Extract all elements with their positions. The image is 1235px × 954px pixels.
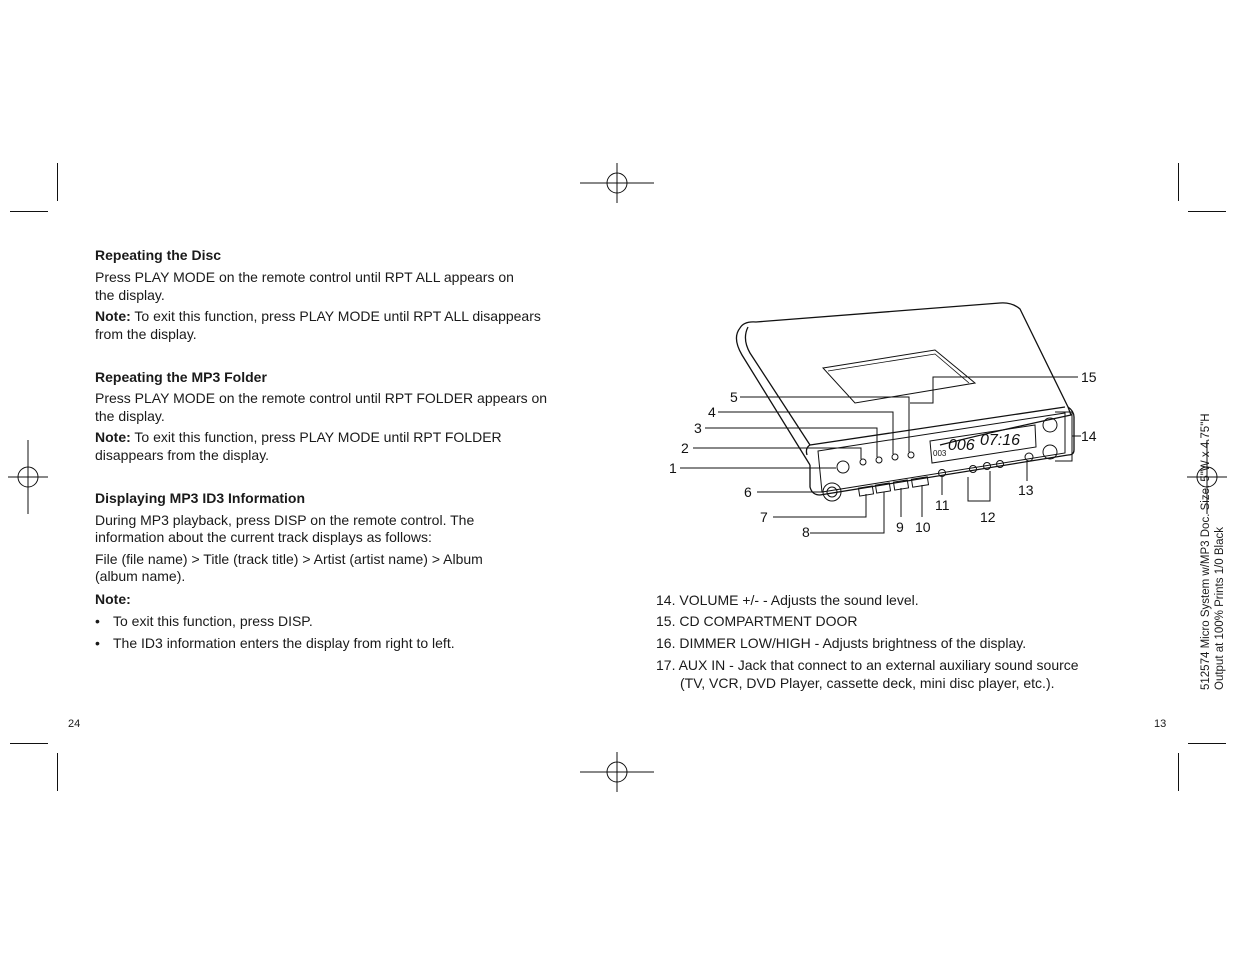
bullet-text: To exit this function, press DISP. — [113, 613, 313, 629]
leader-line-7 — [773, 494, 866, 517]
callout-number: 6 — [744, 484, 752, 500]
section-heading: Displaying MP3 ID3 Information — [95, 490, 306, 506]
callout-number: 14 — [1081, 428, 1097, 444]
crop-mark — [1188, 743, 1226, 744]
note-label: Note: — [95, 308, 131, 324]
paragraph-line: Press PLAY MODE on the remote control until RPT FOLDER appears on — [95, 390, 548, 406]
callout-number: 12 — [980, 509, 996, 525]
note-text: To exit this function, press PLAY MODE until RPT ALL disappears — [130, 308, 541, 324]
bullet-text: The ID3 information enters the display from right to left. — [113, 635, 455, 651]
note-line: disappears from the display. — [95, 447, 270, 463]
note-line — [95, 428, 502, 446]
leader-line-8 — [810, 492, 884, 533]
registration-mark-left — [8, 438, 48, 516]
crop-mark — [10, 743, 48, 744]
list-item: 15. CD COMPARTMENT DOOR — [656, 613, 858, 629]
crop-mark — [57, 163, 58, 201]
display-time-digits: 07:16 — [980, 432, 1021, 449]
display-small-digits: 003 — [933, 449, 947, 458]
callout-number: 8 — [802, 524, 810, 540]
callout-number: 13 — [1018, 482, 1034, 498]
callout-number: 5 — [730, 389, 738, 405]
slug-line: 512574 Micro System w/MP3 Doc. Size: 5"W x 4.75"H — [1200, 413, 1212, 690]
leader-line-2 — [693, 448, 861, 459]
registration-mark-bottom — [578, 752, 656, 792]
callout-number: 3 — [694, 420, 702, 436]
volume-down-knob — [1043, 445, 1057, 459]
callout-number: 10 — [915, 519, 931, 535]
crop-mark — [10, 211, 48, 212]
input-button — [837, 461, 849, 473]
paragraph-line: the display. — [95, 287, 165, 303]
leader-line-12 — [968, 471, 990, 501]
slug-line: Output at 100% Prints 1/0 Black — [1214, 526, 1226, 690]
list-item-continuation: (TV, VCR, DVD Player, cassette deck, mini disc player, etc.). — [680, 675, 1055, 691]
aux-jack — [1025, 453, 1033, 461]
paragraph-line: (album name). — [95, 568, 186, 584]
crop-mark — [57, 753, 58, 791]
section-heading: Repeating the Disc — [95, 247, 222, 263]
device-top-outline — [740, 303, 1071, 445]
note-label: Note: — [95, 591, 131, 607]
crop-mark — [1178, 753, 1179, 791]
note-text: To exit this function, press PLAY MODE until RPT FOLDER — [130, 429, 502, 445]
crop-mark — [1178, 163, 1179, 201]
device-diagram — [660, 295, 1110, 545]
paragraph-line: information about the current track displays as follows: — [95, 529, 432, 545]
crop-mark — [1188, 211, 1226, 212]
callout-number: 7 — [760, 509, 768, 525]
list-item: 14. VOLUME +/- - Adjusts the sound level. — [656, 592, 919, 608]
callout-number: 2 — [681, 440, 689, 456]
callout-number: 11 — [935, 497, 950, 513]
callout-number: 15 — [1081, 369, 1097, 385]
page-number: 24 — [68, 718, 81, 730]
page-number: 13 — [1154, 718, 1167, 730]
paragraph-line: File (file name) > Title (track title) > Artist (artist name) > Album — [95, 551, 483, 567]
leader-line-3 — [705, 428, 877, 457]
paragraph-line: the display. — [95, 408, 165, 424]
callout-number: 9 — [896, 519, 904, 535]
registration-mark-top — [578, 163, 656, 203]
note-label: Note: — [95, 429, 131, 445]
display-track-digits: 006 — [948, 437, 975, 454]
callout-number: 1 — [669, 460, 677, 476]
paragraph-line: During MP3 playback, press DISP on the remote control. The — [95, 512, 475, 528]
note-line — [95, 307, 541, 325]
callout-number: 4 — [708, 404, 716, 420]
leader-line-5 — [740, 397, 909, 452]
print-slug — [1199, 390, 1227, 690]
section-heading: Repeating the MP3 Folder — [95, 369, 267, 385]
list-item: 16. DIMMER LOW/HIGH - Adjusts brightness of the display. — [656, 635, 1027, 651]
list-item: 17. AUX IN - Jack that connect to an external auxiliary sound source — [656, 657, 1079, 673]
paragraph-line: Press PLAY MODE on the remote control until RPT ALL appears on — [95, 269, 514, 285]
note-line: from the display. — [95, 326, 197, 342]
